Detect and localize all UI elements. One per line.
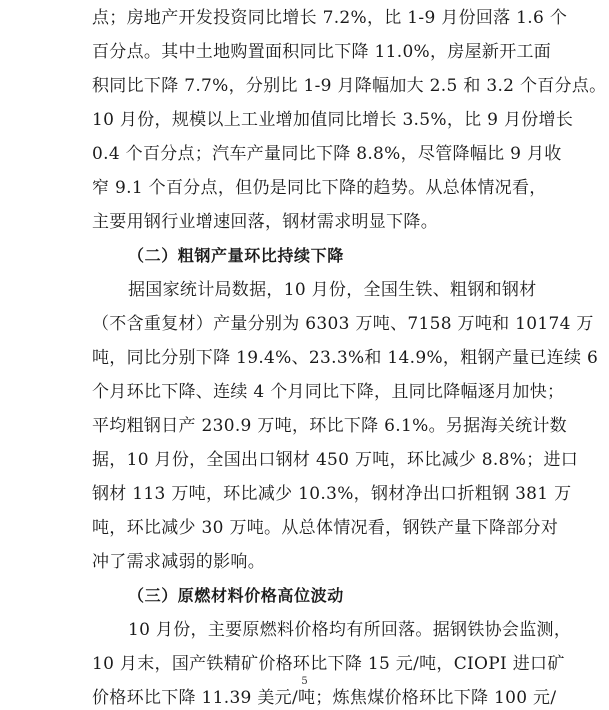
paragraph-line: 主要用钢行业增速回落，钢材需求明显下降。 xyxy=(92,212,438,232)
paragraph-line: 吨，同比分别下降 19.4%、23.3%和 14.9%，粗钢产量已连续 6 xyxy=(92,348,599,368)
paragraph-line: 10 月份，主要原燃料价格均有所回落。据钢铁协会监测， xyxy=(128,620,572,640)
paragraph-line: 窄 9.1 个百分点，但仍是同比下降的趋势。从总体情况看， xyxy=(92,178,547,198)
section-heading: （二）粗钢产量环比持续下降 xyxy=(128,246,344,265)
paragraph-line: 据，10 月份，全国出口钢材 450 万吨，环比减少 8.8%；进口 xyxy=(92,450,579,470)
paragraph-line: （不含重复材）产量分别为 6303 万吨、7158 万吨和 10174 万 xyxy=(92,314,594,334)
paragraph-line: 钢材 113 万吨，环比减少 10.3%，钢材净出口折粗钢 381 万 xyxy=(92,484,572,504)
section-heading: （三）原燃材料价格高位波动 xyxy=(128,586,344,605)
paragraph-line: 吨，环比减少 30 万吨。从总体情况看，钢铁产量下降部分对 xyxy=(92,518,559,538)
paragraph-line: 积同比下降 7.7%，分别比 1-9 月降幅加大 2.5 和 3.2 个百分点。 xyxy=(92,76,607,96)
paragraph-line: 10 月份，规模以上工业增加值同比增长 3.5%，比 9 月份增长 xyxy=(92,110,574,130)
paragraph-line: 据国家统计局数据，10 月份，全国生铁、粗钢和钢材 xyxy=(128,280,537,300)
paragraph-line: 0.4 个百分点；汽车产量同比下降 8.8%，尽管降幅比 9 月收 xyxy=(92,144,562,164)
paragraph-line: 百分点。其中土地购置面积同比下降 11.0%，房屋新开工面 xyxy=(92,42,552,62)
paragraph-line: 个月环比下降、连续 4 个月同比下降，且同比降幅逐月加快； xyxy=(92,382,565,402)
page-number: 5 xyxy=(301,676,308,687)
paragraph-line: 10 月末，国产铁精矿价格环比下降 15 元/吨，CIOPI 进口矿 xyxy=(92,654,565,674)
paragraph-line: 点；房地产开发投资同比增长 7.2%，比 1-9 月份回落 1.6 个 xyxy=(92,8,568,28)
paragraph-line: 平均粗钢日产 230.9 万吨，环比下降 6.1%。另据海关统计数 xyxy=(92,416,567,436)
paragraph-line: 价格环比下降 11.39 美元/吨；炼焦煤价格环比下降 100 元/ xyxy=(92,688,557,708)
paragraph-line: 冲了需求减弱的影响。 xyxy=(92,552,265,572)
